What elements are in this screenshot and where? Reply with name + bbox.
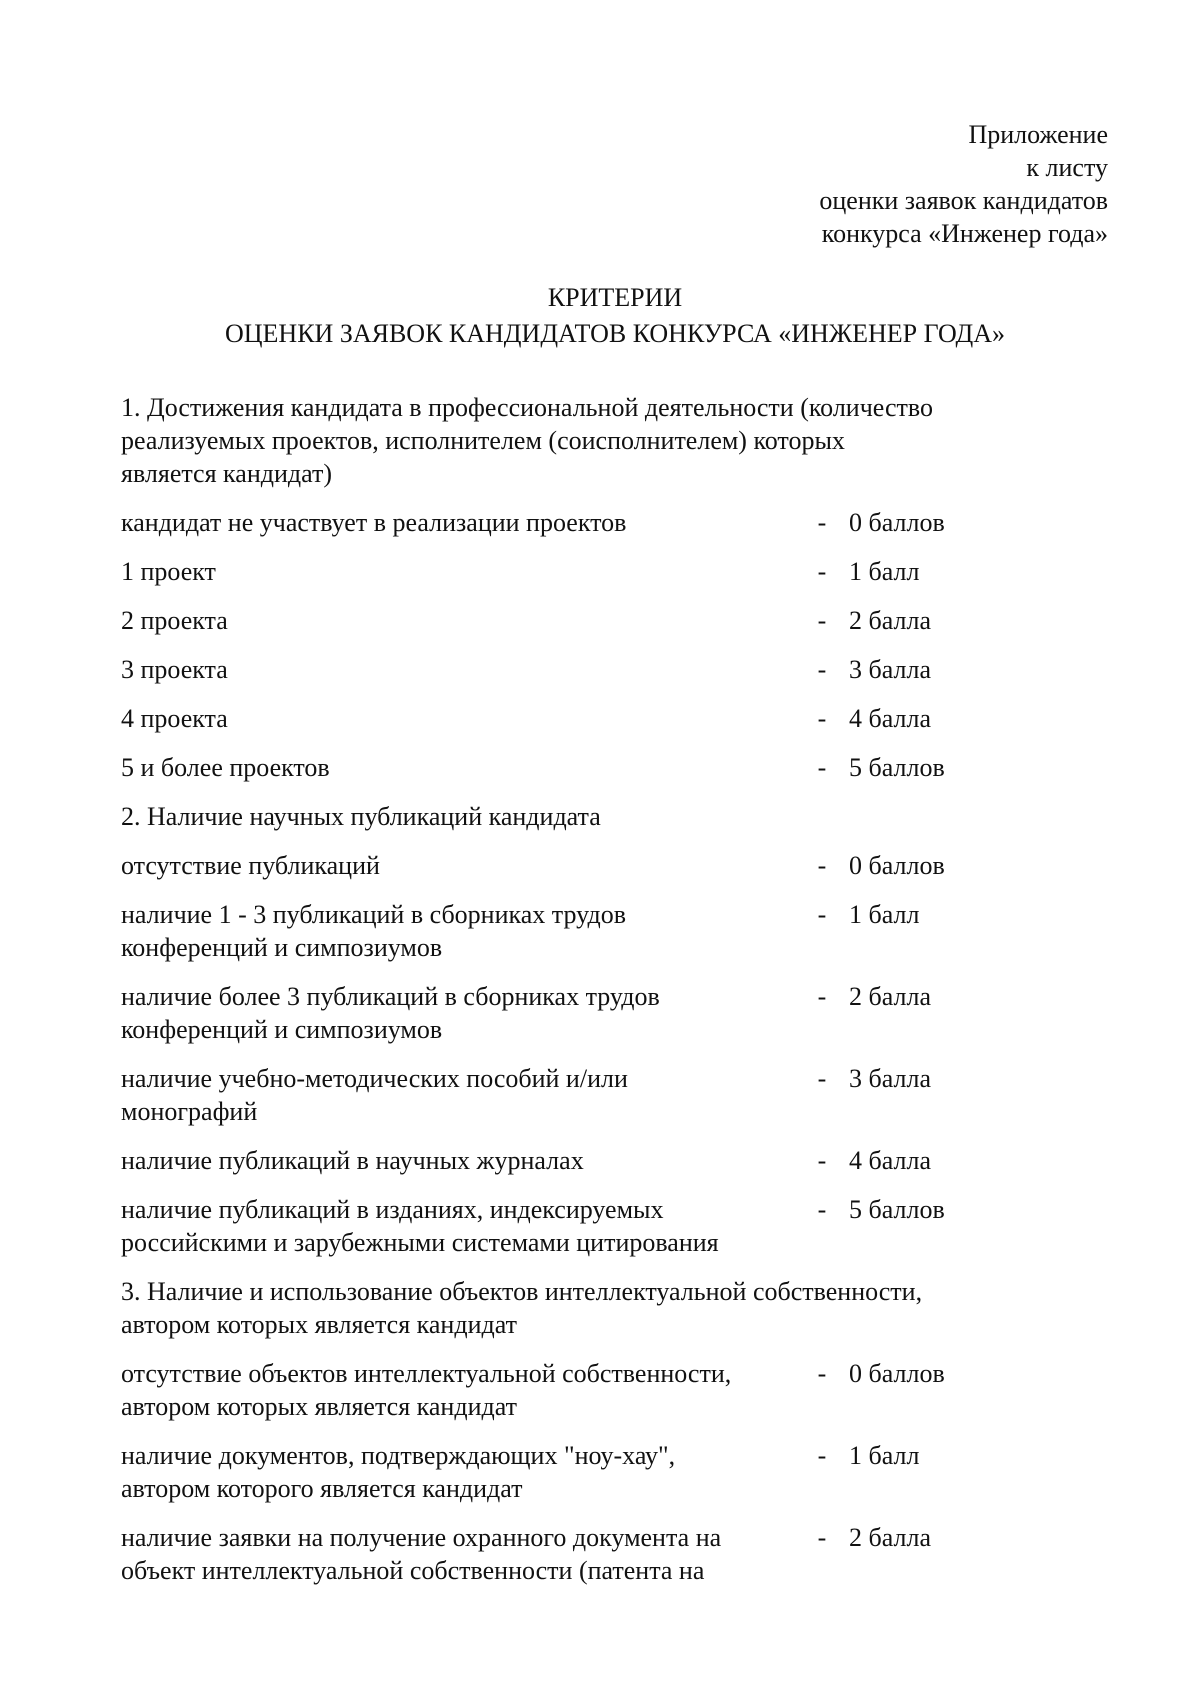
points-value: 4 балла	[849, 704, 931, 733]
points-value: 3 балла	[849, 1064, 931, 1093]
section-heading	[121, 1275, 1081, 1341]
title-line: КРИТЕРИИ	[547, 283, 683, 312]
dash-separator: -	[817, 1146, 827, 1175]
criteria-row	[121, 506, 1081, 539]
criterion-line: наличие 1 - 3 публикаций в сборниках трудов	[121, 900, 626, 929]
appendix-block	[819, 118, 1108, 250]
dash-separator: -	[817, 851, 827, 880]
criterion-text	[121, 702, 801, 735]
criterion-text	[121, 1193, 801, 1259]
section-heading-line: реализуемых проектов, исполнителем (соисполнителем) которых	[121, 426, 845, 455]
section-heading	[121, 800, 1081, 833]
criteria-section	[121, 1275, 1081, 1587]
section-heading	[121, 391, 1081, 490]
dash-separator: -	[817, 1441, 827, 1470]
criterion-text	[121, 555, 801, 588]
points-value: 1 балл	[849, 557, 920, 586]
criterion-line: 2 проекта	[121, 606, 228, 635]
criterion-line: объект интеллектуальной собственности (патента на	[121, 1556, 705, 1585]
criterion-text	[121, 1062, 801, 1128]
criterion-text	[121, 1521, 801, 1587]
points-value: 4 балла	[849, 1146, 931, 1175]
section-heading-line: является кандидат)	[121, 459, 332, 488]
appendix-line: Приложение	[968, 120, 1108, 149]
points-value: 5 баллов	[849, 1195, 945, 1224]
criterion-text	[121, 1439, 801, 1505]
criterion-text	[121, 506, 801, 539]
criterion-text	[121, 1144, 801, 1177]
dash-separator: -	[817, 1359, 827, 1388]
criterion-line: наличие публикаций в научных журналах	[121, 1146, 584, 1175]
points-value: 1 балл	[849, 1441, 920, 1470]
appendix-line: к листу	[1026, 153, 1108, 182]
criteria-row	[121, 1144, 1081, 1177]
criterion-line: монографий	[121, 1097, 258, 1126]
section-heading-line: 2. Наличие научных публикаций кандидата	[121, 802, 601, 831]
points-value: 3 балла	[849, 655, 931, 684]
title-line: ОЦЕНКИ ЗАЯВОК КАНДИДАТОВ КОНКУРСА «ИНЖЕНЕР ГОДА»	[224, 319, 1006, 348]
criterion-line: наличие заявки на получение охранного документа на	[121, 1523, 722, 1552]
dash-separator: -	[817, 1064, 827, 1093]
dash-separator: -	[817, 982, 827, 1011]
criterion-text	[121, 980, 801, 1046]
criteria-row	[121, 1062, 1081, 1128]
dash-separator: -	[817, 557, 827, 586]
dash-separator: -	[817, 1523, 827, 1552]
criteria-row	[121, 1357, 1081, 1423]
criteria-section	[121, 391, 1081, 784]
dash-separator: -	[817, 704, 827, 733]
criterion-text	[121, 653, 801, 686]
criterion-line: российскими и зарубежными системами цитирования	[121, 1228, 719, 1257]
criterion-line: 1 проект	[121, 557, 216, 586]
dash-separator: -	[817, 606, 827, 635]
criterion-line: наличие учебно-методических пособий и/или	[121, 1064, 628, 1093]
dash-separator: -	[817, 753, 827, 782]
criteria-row	[121, 653, 1081, 686]
criteria-body	[121, 391, 1081, 1587]
criteria-row	[121, 604, 1081, 637]
criteria-row	[121, 1439, 1081, 1505]
section-heading-line: 1. Достижения кандидата в профессиональной деятельности (количество	[121, 393, 933, 422]
criteria-row	[121, 751, 1081, 784]
points-value: 0 баллов	[849, 1359, 945, 1388]
criterion-line: 3 проекта	[121, 655, 228, 684]
points-value: 0 баллов	[849, 851, 945, 880]
dash-separator: -	[817, 508, 827, 537]
dash-separator: -	[817, 900, 827, 929]
criteria-row	[121, 555, 1081, 588]
criterion-line: конференций и симпозиумов	[121, 1015, 443, 1044]
points-value: 2 балла	[849, 606, 931, 635]
criteria-row	[121, 980, 1081, 1046]
appendix-line: оценки заявок кандидатов	[819, 186, 1108, 215]
criterion-line: кандидат не участвует в реализации проектов	[121, 508, 627, 537]
criterion-text	[121, 751, 801, 784]
points-value: 2 балла	[849, 982, 931, 1011]
criterion-line: автором которого является кандидат	[121, 1474, 523, 1503]
criterion-text	[121, 1357, 801, 1423]
section-heading-line: автором которых является кандидат	[121, 1310, 517, 1339]
criterion-text	[121, 849, 801, 882]
criteria-row	[121, 849, 1081, 882]
section-heading-line: 3. Наличие и использование объектов интеллектуальной собственности,	[121, 1277, 923, 1306]
criteria-section	[121, 800, 1081, 1259]
points-value: 2 балла	[849, 1523, 931, 1552]
criterion-line: автором которых является кандидат	[121, 1392, 517, 1421]
criterion-line: конференций и симпозиумов	[121, 933, 443, 962]
criterion-line: отсутствие объектов интеллектуальной собственности,	[121, 1359, 732, 1388]
dash-separator: -	[817, 655, 827, 684]
criterion-text	[121, 604, 801, 637]
criterion-line: наличие документов, подтверждающих "ноу-хау",	[121, 1441, 676, 1470]
points-value: 0 баллов	[849, 508, 945, 537]
criteria-row	[121, 898, 1081, 964]
criteria-row	[121, 1521, 1081, 1587]
document-title	[0, 280, 1200, 352]
criterion-line: 4 проекта	[121, 704, 228, 733]
criterion-line: наличие публикаций в изданиях, индексируемых	[121, 1195, 664, 1224]
criteria-row	[121, 1193, 1081, 1259]
criterion-line: 5 и более проектов	[121, 753, 330, 782]
criterion-line: отсутствие публикаций	[121, 851, 380, 880]
dash-separator: -	[817, 1195, 827, 1224]
appendix-line: конкурса «Инженер года»	[821, 219, 1108, 248]
criteria-row	[121, 702, 1081, 735]
points-value: 5 баллов	[849, 753, 945, 782]
points-value: 1 балл	[849, 900, 920, 929]
criterion-line: наличие более 3 публикаций в сборниках трудов	[121, 982, 660, 1011]
criterion-text	[121, 898, 801, 964]
